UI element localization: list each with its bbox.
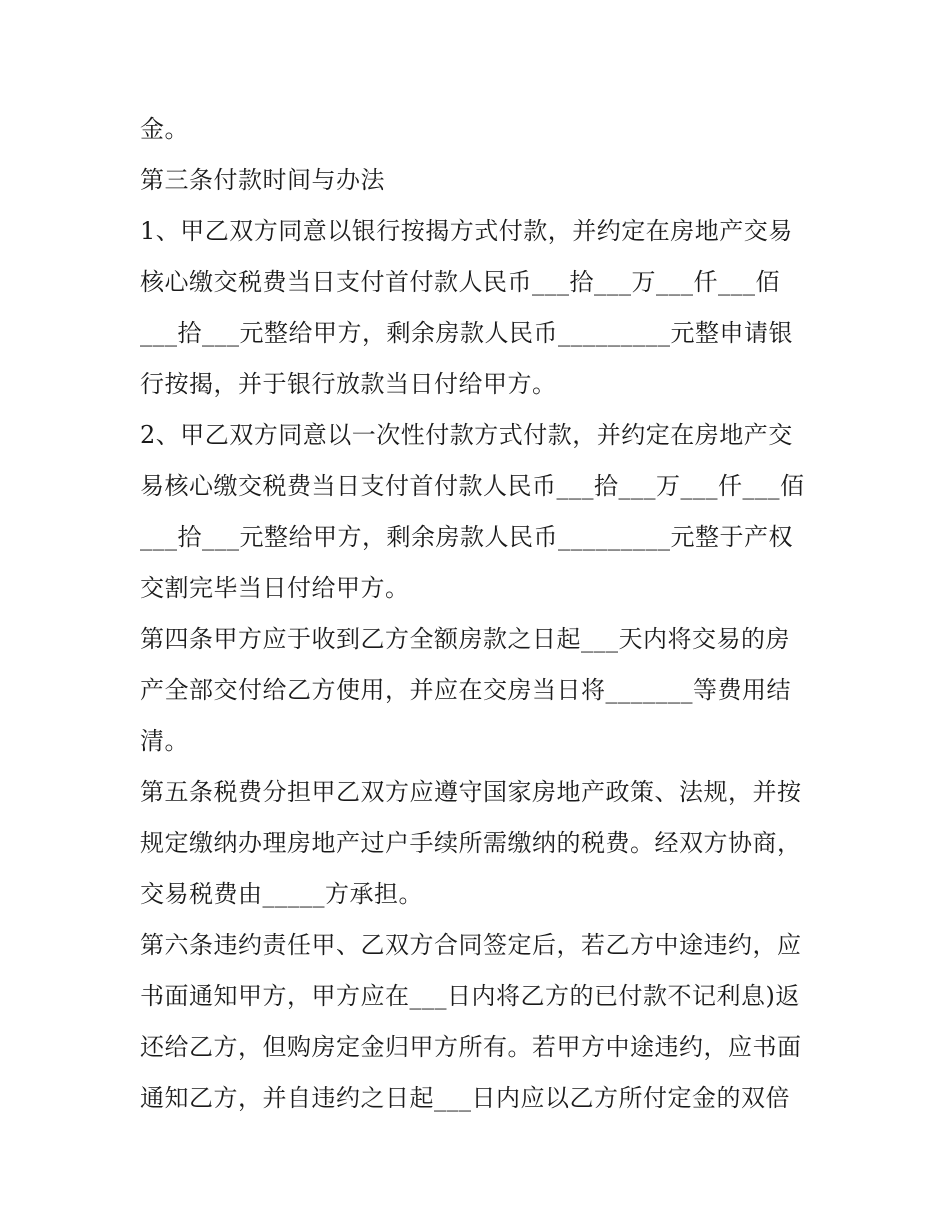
article-3-heading: 第三条付款时间与办法 — [140, 166, 385, 194]
text-line: 规定缴纳办理房地产过户手续所需缴纳的税费。经双方协商， — [140, 829, 802, 857]
contract-text-body — [140, 104, 812, 1124]
text-line: 交割完毕当日付给甲方。 — [140, 574, 410, 602]
text-line: 通知乙方，并自违约之日起___日内应以乙方所付定金的双倍 — [140, 1084, 790, 1112]
text-line: 金。 — [140, 115, 189, 143]
text-line: 还给乙方，但购房定金归甲方所有。若甲方中途违约，应书面 — [140, 1033, 802, 1061]
text-line: ___拾___元整给甲方，剩余房款人民币_________元整申请银 — [140, 319, 793, 347]
text-line: 产全部交付给乙方使用，并应在交房当日将_______等费用结 — [140, 676, 791, 704]
text-line: ___拾___元整给甲方，剩余房款人民币_________元整于产权 — [140, 523, 793, 551]
article-5-text: 第五条税费分担甲乙双方应遵守国家房地产政策、法规，并按 — [140, 778, 802, 806]
text-line: 易核心缴交税费当日支付首付款人民币___拾___万___仟___佰 — [140, 472, 805, 500]
text-line: 清。 — [140, 727, 189, 755]
text-line: 交易税费由_____方承担。 — [140, 880, 423, 908]
text-line: 行按揭，并于银行放款当日付给甲方。 — [140, 370, 557, 398]
text-line: 核心缴交税费当日支付首付款人民币___拾___万___仟___佰 — [140, 268, 780, 296]
text-line: 书面通知甲方，甲方应在___日内将乙方的已付款不记利息)返 — [140, 982, 800, 1010]
article-6-text: 第六条违约责任甲、乙双方合同签定后，若乙方中途违约，应 — [140, 931, 802, 959]
text-line: 2、甲乙双方同意以一次性付款方式付款，并约定在房地产交 — [140, 421, 793, 449]
article-4-text: 第四条甲方应于收到乙方全额房款之日起___天内将交易的房 — [140, 625, 790, 653]
text-line: 1、甲乙双方同意以银行按揭方式付款，并约定在房地产交易 — [140, 217, 793, 245]
